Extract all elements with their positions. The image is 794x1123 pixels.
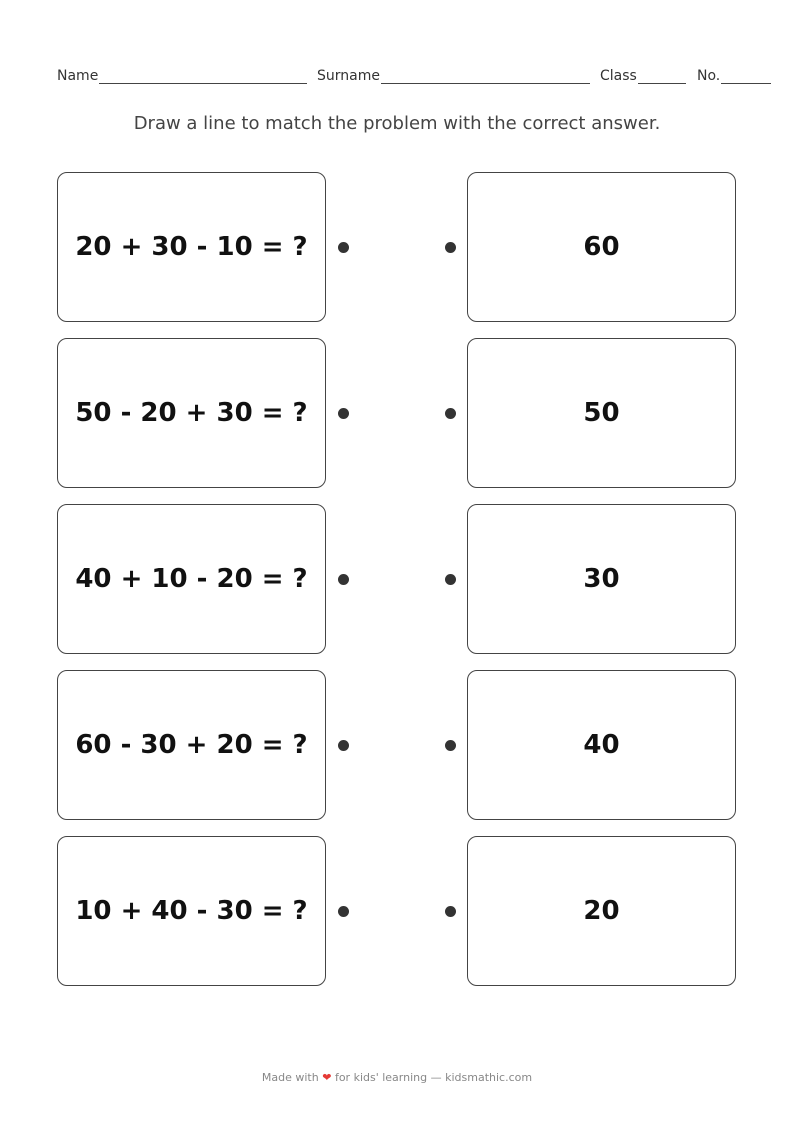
surname-label: Surname xyxy=(317,68,380,84)
answer-dot[interactable] xyxy=(445,574,456,585)
class-field xyxy=(600,68,686,84)
problem-card: 10 + 40 - 30 = ? xyxy=(57,836,326,986)
instructions: Draw a line to match the problem with the correct answer. xyxy=(133,113,661,134)
heart-icon: ❤ xyxy=(322,1071,332,1084)
footer-suffix: for kids' learning — kidsmathic.com xyxy=(334,1071,533,1084)
number-field xyxy=(697,68,771,84)
footer-prefix: Made with xyxy=(261,1071,319,1084)
answer-card: 60 xyxy=(467,172,736,322)
answer-dot[interactable] xyxy=(445,242,456,253)
name-field xyxy=(57,68,307,84)
student-info-header xyxy=(57,68,773,88)
answer-dot[interactable] xyxy=(445,906,456,917)
answer-card: 40 xyxy=(467,670,736,820)
problem-card: 60 - 30 + 20 = ? xyxy=(57,670,326,820)
problem-dot[interactable] xyxy=(338,574,349,585)
problem-dot[interactable] xyxy=(338,242,349,253)
surname-line[interactable] xyxy=(381,69,590,84)
problem-dot[interactable] xyxy=(338,906,349,917)
footer xyxy=(0,1071,794,1084)
answer-card: 30 xyxy=(467,504,736,654)
answer-card: 50 xyxy=(467,338,736,488)
answer-card: 20 xyxy=(467,836,736,986)
problem-card: 40 + 10 - 20 = ? xyxy=(57,504,326,654)
name-line[interactable] xyxy=(99,69,307,84)
name-label: Name xyxy=(57,68,99,84)
problem-card: 50 - 20 + 30 = ? xyxy=(57,338,326,488)
number-label: No. xyxy=(697,68,721,84)
surname-field xyxy=(317,68,590,84)
class-line[interactable] xyxy=(638,69,686,84)
number-line[interactable] xyxy=(721,69,771,84)
class-label: Class xyxy=(600,68,637,84)
answer-dot[interactable] xyxy=(445,408,456,419)
problem-dot[interactable] xyxy=(338,740,349,751)
answer-dot[interactable] xyxy=(445,740,456,751)
problem-dot[interactable] xyxy=(338,408,349,419)
problem-card: 20 + 30 - 10 = ? xyxy=(57,172,326,322)
